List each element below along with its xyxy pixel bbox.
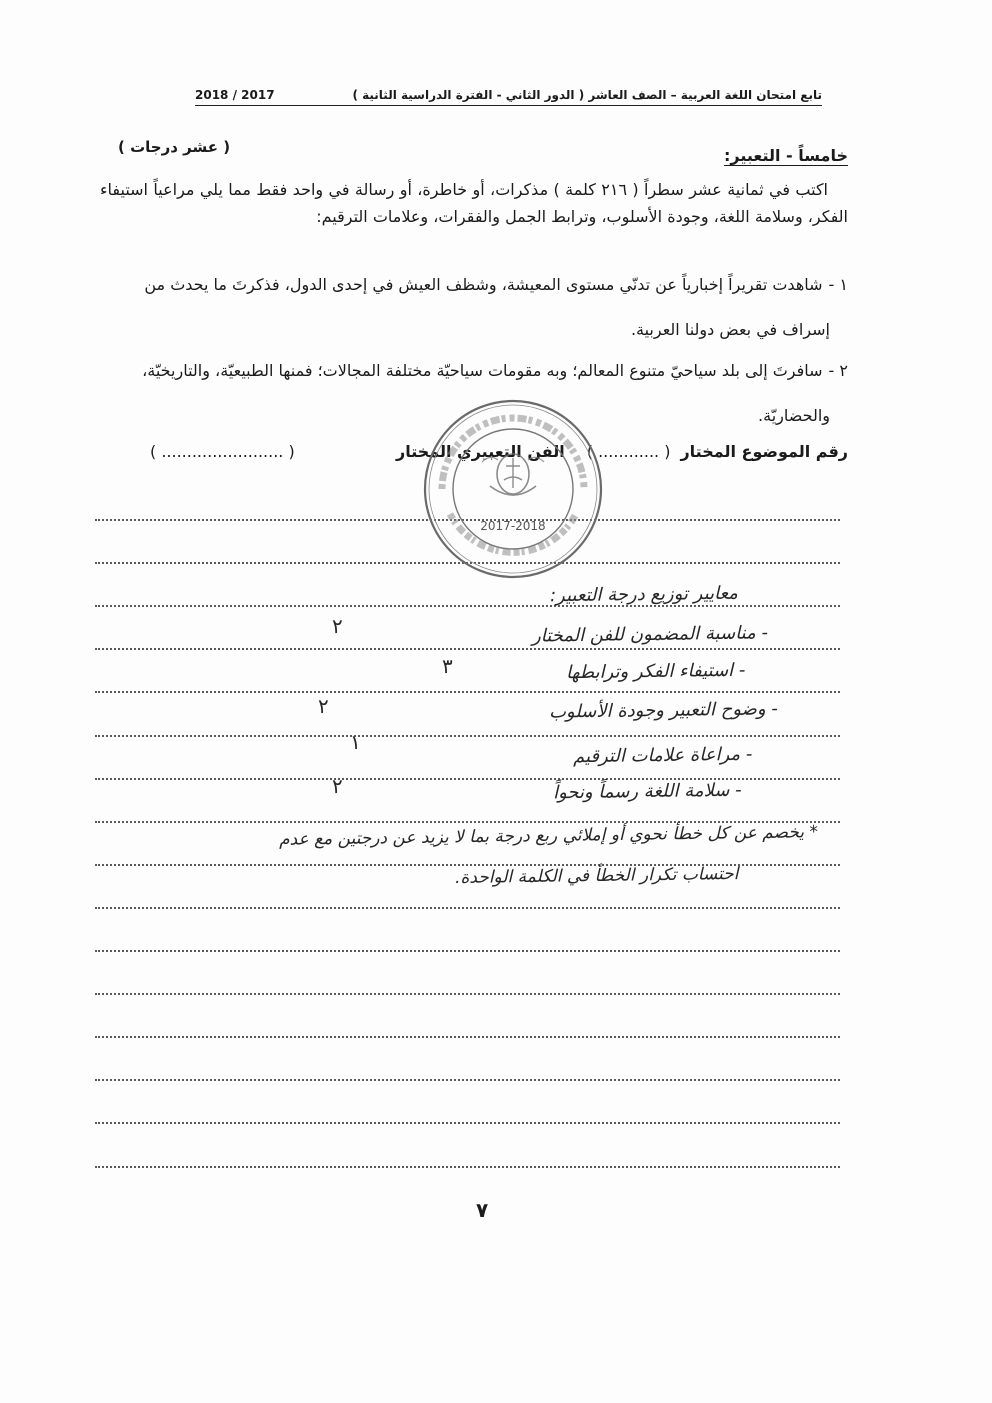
grading-deduction-note: * يخصم عن كل خطأ نحوي أو إملائي ربع درجة بما لا يزيد عن درجتين مع عدم (278, 822, 819, 850)
grading-criterion-mark: ٢ (331, 773, 343, 799)
exam-header-title: تابع امتحان اللغة العربية – الصف العاشر ( الدور الثاني - الفترة الدراسية الثانية ) (352, 88, 822, 102)
selected-topic-label: رقم الموضوع المختار (680, 442, 848, 461)
grading-criterion-mark: ٣ (441, 653, 453, 679)
grading-criterion-mark: ٢ (331, 613, 343, 639)
stamp-emblem-symbol (504, 458, 522, 488)
selected-topic-blank: ( ............ ) (586, 442, 671, 461)
instructions-paragraph: اكتب في ثمانية عشر سطراً ( ٢١٦ كلمة ) مذكرات، أو خاطرة، أو رسالة في واحد فقط مما يلي مراعياً استيفاء الفكر، وسلامة اللغة، وجودة الأسلوب، وترابط الجمل والفقرات، وعلامات الترقيم: (100, 180, 848, 226)
grading-criterion: - سلامة اللغة رسماً ونحواً (553, 779, 743, 804)
writing-line (95, 907, 840, 909)
exam-header-year: 2017 / 2018 (195, 88, 275, 102)
topic-item (100, 262, 848, 352)
topic-number: ٢ - (828, 361, 848, 380)
writing-line (95, 1036, 840, 1038)
exam-header (195, 88, 822, 106)
section-title: خامساً - التعبير: (724, 146, 848, 165)
writing-line (95, 735, 840, 737)
stamp-outer-ring (425, 401, 601, 577)
section-marks: ( عشر درجات ) (118, 138, 231, 156)
selected-genre-label: الفن التعبيري المختار (395, 442, 565, 461)
stamp-outer-ring-inner-edge (429, 405, 597, 573)
grading-criterion-mark: ٢ (317, 693, 329, 719)
grading-deduction-note-continued: احتساب تكرار الخطأ في الكلمة الواحدة. (454, 864, 739, 888)
page-number: ٧ (476, 1198, 489, 1222)
writing-line (95, 821, 840, 823)
writing-line (95, 1122, 840, 1124)
writing-line (95, 605, 840, 607)
grading-heading: معايير توزيع درجة التعبير: (549, 582, 739, 607)
topic-text: سافرتَ إلى بلد سياحيّ متنوع المعالم؛ وبه مقومات سياحيّة مختلفة المجالات؛ فمنها الطبيعيّة، والتاريخيّة، والحضاريّة. (142, 361, 830, 425)
official-stamp (420, 396, 606, 582)
writing-line (95, 993, 840, 995)
writing-line (95, 691, 840, 693)
grading-criterion: - مراعاة علامات الترقيم (572, 743, 753, 768)
writing-line (95, 950, 840, 952)
grading-criterion: - وضوح التعبير وجودة الأسلوب (549, 698, 779, 723)
grading-criterion: - مناسبة المضمون للفن المختار (531, 622, 769, 647)
selected-genre-blank: ( ........................ ) (150, 442, 295, 461)
stamp-emblem (482, 454, 544, 495)
topic-number: ١ - (828, 275, 848, 294)
topic-text: شاهدت تقريراً إخبارياً عن تدنّي مستوى المعيشة، وشظف العيش في إحدى الدول، فذكرتَ ما يحدث من إسراف في بعض دولنا العربية. (144, 275, 830, 339)
writing-line (95, 648, 840, 650)
grading-criterion-mark: ١ (349, 729, 361, 755)
grading-criterion: - استيفاء الفكر وترابطها (565, 659, 746, 684)
writing-line (95, 1079, 840, 1081)
writing-line (95, 1166, 840, 1168)
stamp-year: 2017-2018 (480, 519, 546, 533)
